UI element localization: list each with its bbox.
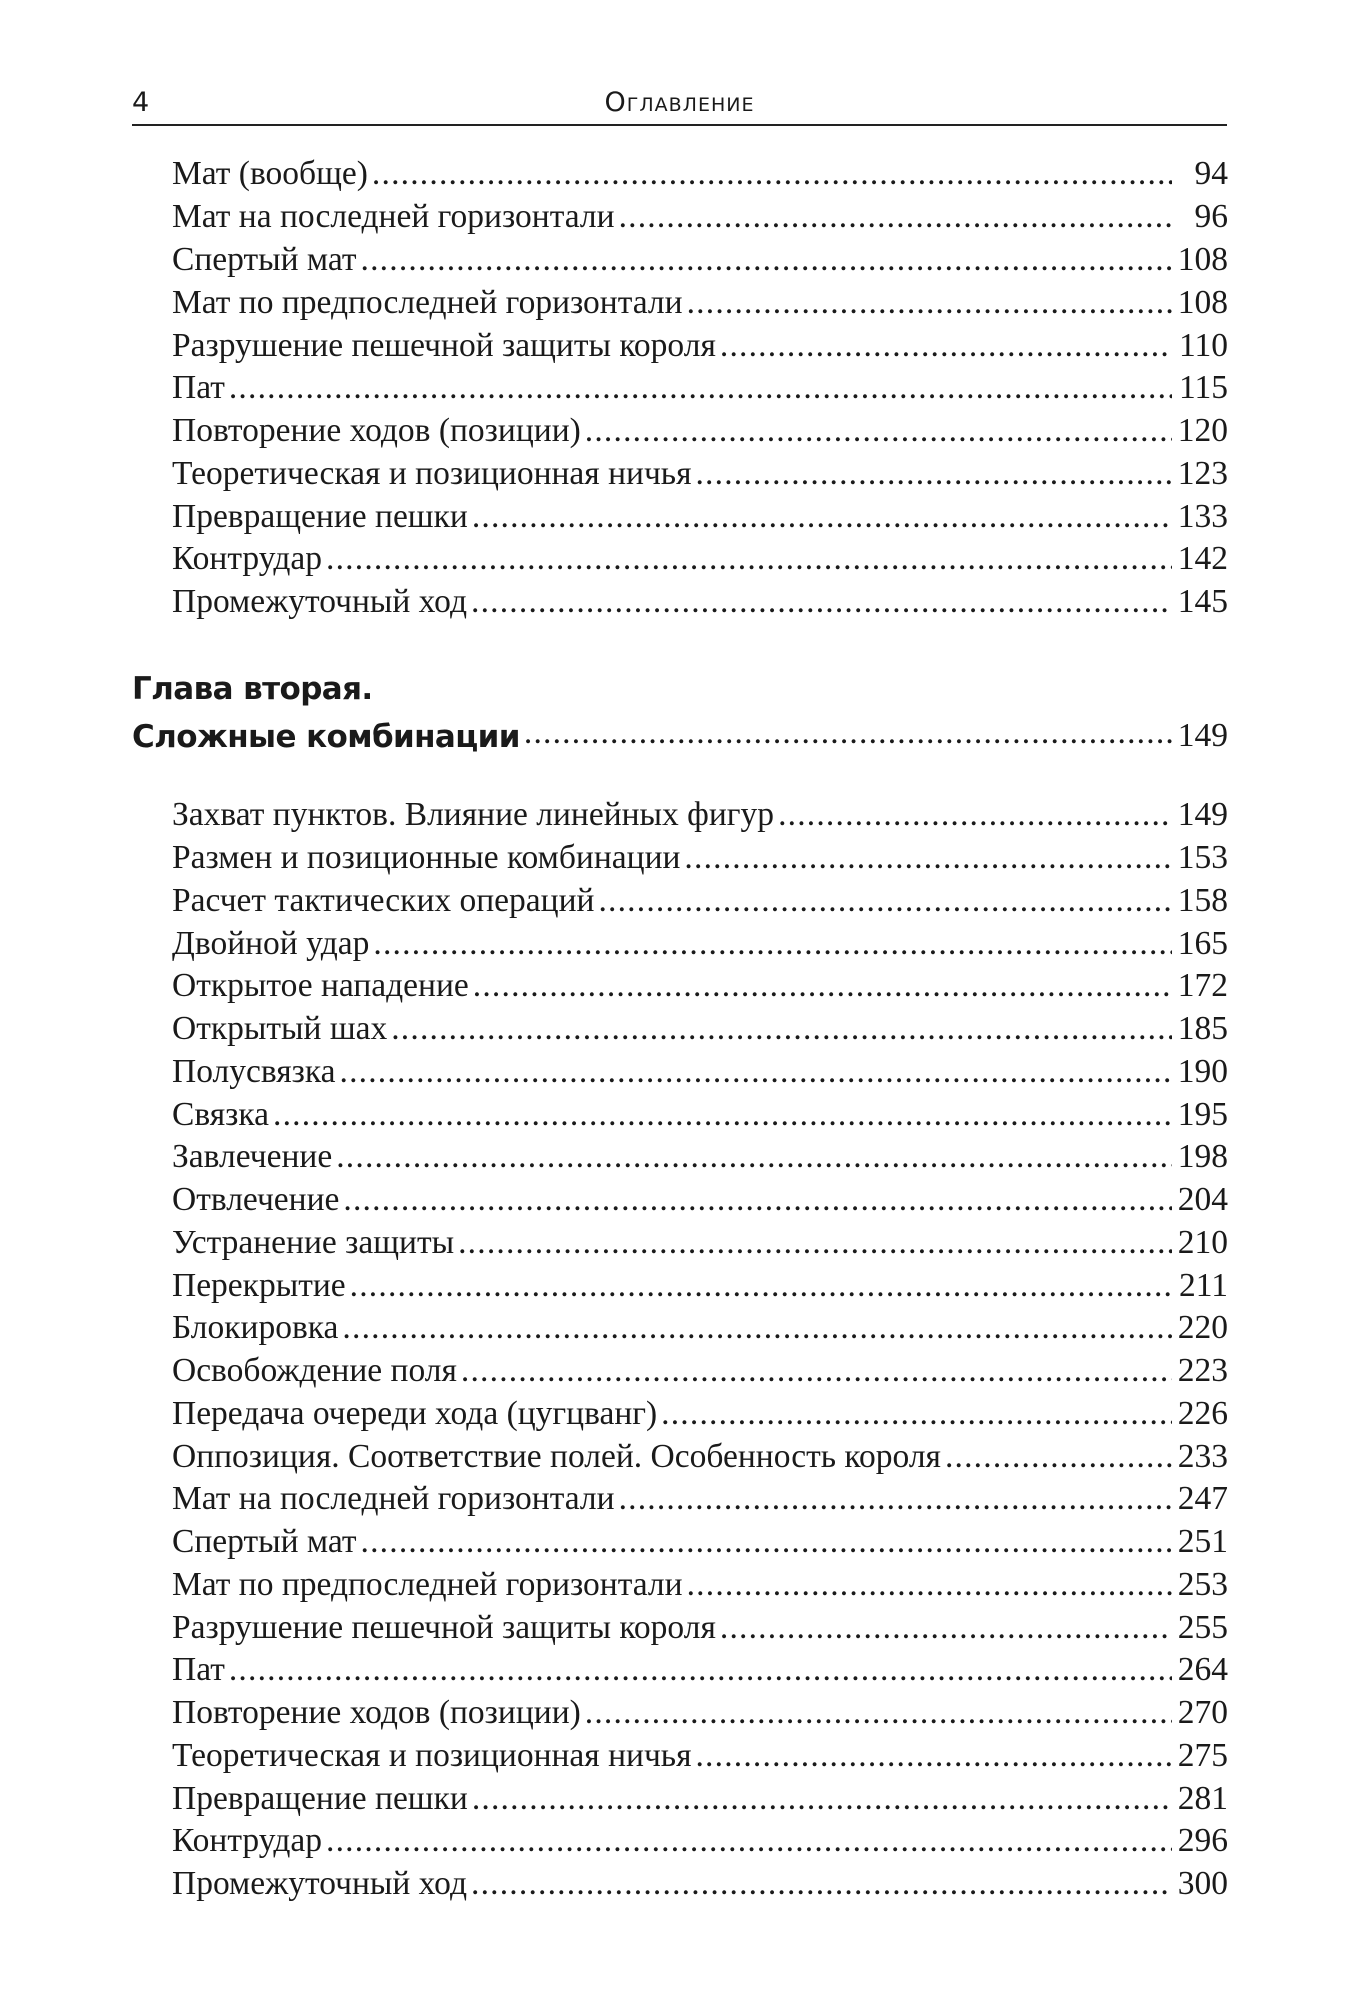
toc-entry-page: 255 bbox=[1177, 1608, 1228, 1646]
dot-leader bbox=[391, 1008, 1172, 1051]
toc-entry-page: 185 bbox=[1177, 1009, 1228, 1047]
toc-entry bbox=[172, 1863, 1228, 1906]
toc-entry-page: 281 bbox=[1177, 1779, 1228, 1817]
toc-entry bbox=[172, 1564, 1228, 1607]
toc-entry-page: 300 bbox=[1177, 1864, 1228, 1902]
toc-entry-page: 153 bbox=[1177, 838, 1228, 876]
running-header bbox=[132, 88, 1227, 126]
toc-entry bbox=[172, 965, 1228, 1008]
toc-entry-title: Контрудар bbox=[172, 539, 323, 577]
toc-entry-page: 220 bbox=[1177, 1308, 1228, 1346]
chapter-title: Сложные комбинации bbox=[132, 719, 520, 755]
toc-entry bbox=[172, 1051, 1228, 1094]
toc-entry bbox=[172, 538, 1228, 581]
dot-leader bbox=[461, 1350, 1172, 1393]
toc-entry-page: 120 bbox=[1177, 411, 1228, 449]
dot-leader bbox=[695, 1735, 1172, 1778]
dot-leader bbox=[472, 1778, 1172, 1821]
toc-entry bbox=[172, 1307, 1228, 1350]
toc-entry-title: Связка bbox=[172, 1095, 269, 1133]
toc-entry-page: 110 bbox=[1178, 326, 1228, 364]
toc-entry-title: Отвлечение bbox=[172, 1180, 340, 1218]
toc-entry-page: 251 bbox=[1177, 1522, 1228, 1560]
toc-entry bbox=[172, 1778, 1228, 1821]
toc-entry-page: 190 bbox=[1177, 1052, 1228, 1090]
toc-entry-page: 198 bbox=[1177, 1137, 1228, 1175]
dot-leader bbox=[336, 1136, 1172, 1179]
chapter-number: Глава вторая. bbox=[132, 671, 373, 707]
dot-leader bbox=[350, 1265, 1172, 1308]
dot-leader bbox=[598, 880, 1172, 923]
toc-entry-title: Расчет тактических операций bbox=[172, 881, 595, 919]
toc-entry-page: 94 bbox=[1194, 154, 1228, 192]
dot-leader bbox=[361, 1521, 1172, 1564]
dot-leader bbox=[229, 367, 1172, 410]
dot-leader bbox=[695, 453, 1172, 496]
dot-leader bbox=[661, 1393, 1172, 1436]
toc-entry-page: 210 bbox=[1177, 1223, 1228, 1261]
toc-entry-title: Повторение ходов (позиции) bbox=[172, 411, 581, 449]
toc-entry-title: Превращение пешки bbox=[172, 1779, 468, 1817]
toc-entry bbox=[172, 794, 1228, 837]
toc-entry-title: Мат на последней горизонтали bbox=[172, 1479, 615, 1517]
toc-entry-page: 275 bbox=[1177, 1736, 1228, 1774]
toc-entry-title: Теоретическая и позиционная ничья bbox=[172, 454, 692, 492]
dot-leader bbox=[361, 239, 1172, 282]
toc-entry-title: Оппозиция. Соответствие полей. Особенность короля bbox=[172, 1437, 941, 1475]
toc-entry-title: Промежуточный ход bbox=[172, 582, 467, 620]
toc-entry-title: Пат bbox=[172, 368, 225, 406]
toc-entry bbox=[172, 453, 1228, 496]
toc-entry bbox=[172, 282, 1228, 325]
running-title: Оглавление bbox=[604, 87, 755, 118]
toc-entry-title: Завлечение bbox=[172, 1137, 333, 1175]
dot-leader bbox=[524, 711, 1174, 755]
toc-entry-title: Размен и позиционные комбинации bbox=[172, 838, 681, 876]
toc-entry bbox=[172, 1436, 1228, 1479]
toc-entry-page: 123 bbox=[1177, 454, 1228, 492]
dot-leader bbox=[373, 923, 1172, 966]
dot-leader bbox=[619, 196, 1172, 239]
toc-entry-title: Превращение пешки bbox=[172, 497, 468, 535]
toc-entry bbox=[172, 1265, 1228, 1308]
dot-leader bbox=[458, 1222, 1172, 1265]
toc-entry-title: Устранение защиты bbox=[172, 1223, 455, 1261]
dot-leader bbox=[585, 410, 1172, 453]
dot-leader bbox=[273, 1094, 1172, 1137]
page-number: 4 bbox=[132, 87, 150, 118]
toc-entry bbox=[172, 1692, 1228, 1735]
toc-entry bbox=[172, 1350, 1228, 1393]
toc-entry-page: 226 bbox=[1177, 1394, 1228, 1432]
toc-entry bbox=[172, 367, 1228, 410]
dot-leader bbox=[778, 794, 1172, 837]
dot-leader bbox=[471, 581, 1172, 624]
toc-entry-page: 145 bbox=[1177, 582, 1228, 620]
toc-entry bbox=[172, 1649, 1228, 1692]
toc-entry-page: 195 bbox=[1177, 1095, 1228, 1133]
dot-leader bbox=[687, 1564, 1172, 1607]
toc-entry-title: Двойной удар bbox=[172, 924, 370, 962]
toc-entry-title: Спертый мат bbox=[172, 240, 357, 278]
dot-leader bbox=[687, 282, 1172, 325]
chapter-title-row bbox=[132, 711, 1228, 755]
dot-leader bbox=[372, 153, 1172, 196]
toc-entry-title: Освобождение поля bbox=[172, 1351, 457, 1389]
toc-entry-title: Разрушение пешечной защиты короля bbox=[172, 1608, 716, 1646]
dot-leader bbox=[720, 1607, 1172, 1650]
toc-entry-title: Мат на последней горизонтали bbox=[172, 197, 615, 235]
toc-entry bbox=[172, 1478, 1228, 1521]
toc-entry-title: Полусвязка bbox=[172, 1052, 336, 1090]
toc-entry-title: Спертый мат bbox=[172, 1522, 357, 1560]
toc-entry bbox=[172, 496, 1228, 539]
toc-entry-page: 149 bbox=[1177, 795, 1228, 833]
toc-entry bbox=[172, 325, 1228, 368]
toc-entry-page: 158 bbox=[1177, 881, 1228, 919]
toc-entry-page: 211 bbox=[1178, 1266, 1228, 1304]
toc-entry-page: 204 bbox=[1177, 1180, 1228, 1218]
toc-entry-page: 115 bbox=[1178, 368, 1228, 406]
toc-entry bbox=[172, 153, 1228, 196]
toc-entry-page: 233 bbox=[1177, 1437, 1228, 1475]
toc-entry-page: 108 bbox=[1177, 283, 1228, 321]
toc-entry-page: 108 bbox=[1177, 240, 1228, 278]
dot-leader bbox=[585, 1692, 1172, 1735]
toc-entry bbox=[172, 837, 1228, 880]
toc-entry bbox=[172, 410, 1228, 453]
dot-leader bbox=[326, 1820, 1172, 1863]
toc-entry bbox=[172, 1179, 1228, 1222]
toc-entry-page: 223 bbox=[1177, 1351, 1228, 1389]
toc-entry-page: 264 bbox=[1177, 1650, 1228, 1688]
chapter-heading bbox=[132, 667, 1228, 755]
toc-entry bbox=[172, 581, 1228, 624]
toc-entry-title: Открытое нападение bbox=[172, 966, 469, 1004]
toc-entry bbox=[172, 1222, 1228, 1265]
toc-entry-title: Контрудар bbox=[172, 1821, 323, 1859]
dot-leader bbox=[619, 1478, 1172, 1521]
toc-entry-page: 133 bbox=[1177, 497, 1228, 535]
dot-leader bbox=[326, 538, 1172, 581]
toc-entry-title: Пат bbox=[172, 1650, 225, 1688]
toc-entry bbox=[172, 1136, 1228, 1179]
toc-entry bbox=[172, 1008, 1228, 1051]
toc-entry bbox=[172, 1607, 1228, 1650]
toc-entry-title: Разрушение пешечной защиты короля bbox=[172, 326, 716, 364]
toc-entry-title: Блокировка bbox=[172, 1308, 339, 1346]
toc-entry-title: Открытый шах bbox=[172, 1009, 388, 1047]
toc-entry bbox=[172, 880, 1228, 923]
dot-leader bbox=[684, 837, 1172, 880]
toc-entry bbox=[172, 1735, 1228, 1778]
toc-entry-title: Передача очереди хода (цугцванг) bbox=[172, 1394, 658, 1432]
dot-leader bbox=[229, 1649, 1172, 1692]
toc-entry-page: 96 bbox=[1194, 197, 1228, 235]
toc-entry bbox=[172, 196, 1228, 239]
dot-leader bbox=[340, 1051, 1173, 1094]
toc-entry-page: 165 bbox=[1177, 924, 1228, 962]
toc-entry-title: Перекрытие bbox=[172, 1266, 346, 1304]
chapter-page: 149 bbox=[1177, 717, 1228, 754]
dot-leader bbox=[473, 965, 1172, 1008]
toc-entry-page: 253 bbox=[1177, 1565, 1228, 1603]
toc-entry bbox=[172, 239, 1228, 282]
toc-entry bbox=[172, 1094, 1228, 1137]
toc-entry-title: Мат по предпоследней горизонтали bbox=[172, 1565, 683, 1603]
toc-entry-page: 296 bbox=[1177, 1821, 1228, 1859]
toc-entry bbox=[172, 923, 1228, 966]
toc-entry bbox=[172, 1820, 1228, 1863]
toc-entry bbox=[172, 1393, 1228, 1436]
toc-entry-title: Теоретическая и позиционная ничья bbox=[172, 1736, 692, 1774]
toc-entry-title: Мат (вообще) bbox=[172, 154, 368, 192]
toc-entry-title: Промежуточный ход bbox=[172, 1864, 467, 1902]
toc-entry-page: 247 bbox=[1177, 1479, 1228, 1517]
dot-leader bbox=[720, 325, 1172, 368]
dot-leader bbox=[343, 1179, 1172, 1222]
dot-leader bbox=[472, 496, 1172, 539]
dot-leader bbox=[342, 1307, 1172, 1350]
toc-entry-page: 270 bbox=[1177, 1693, 1228, 1731]
toc-entry-page: 172 bbox=[1177, 966, 1228, 1004]
toc-entry-page: 142 bbox=[1177, 539, 1228, 577]
toc-entry bbox=[172, 1521, 1228, 1564]
toc-entry-title: Захват пунктов. Влияние линейных фигур bbox=[172, 795, 775, 833]
dot-leader bbox=[945, 1436, 1172, 1479]
dot-leader bbox=[471, 1863, 1172, 1906]
toc-entry-title: Повторение ходов (позиции) bbox=[172, 1693, 581, 1731]
toc-entry-title: Мат по предпоследней горизонтали bbox=[172, 283, 683, 321]
